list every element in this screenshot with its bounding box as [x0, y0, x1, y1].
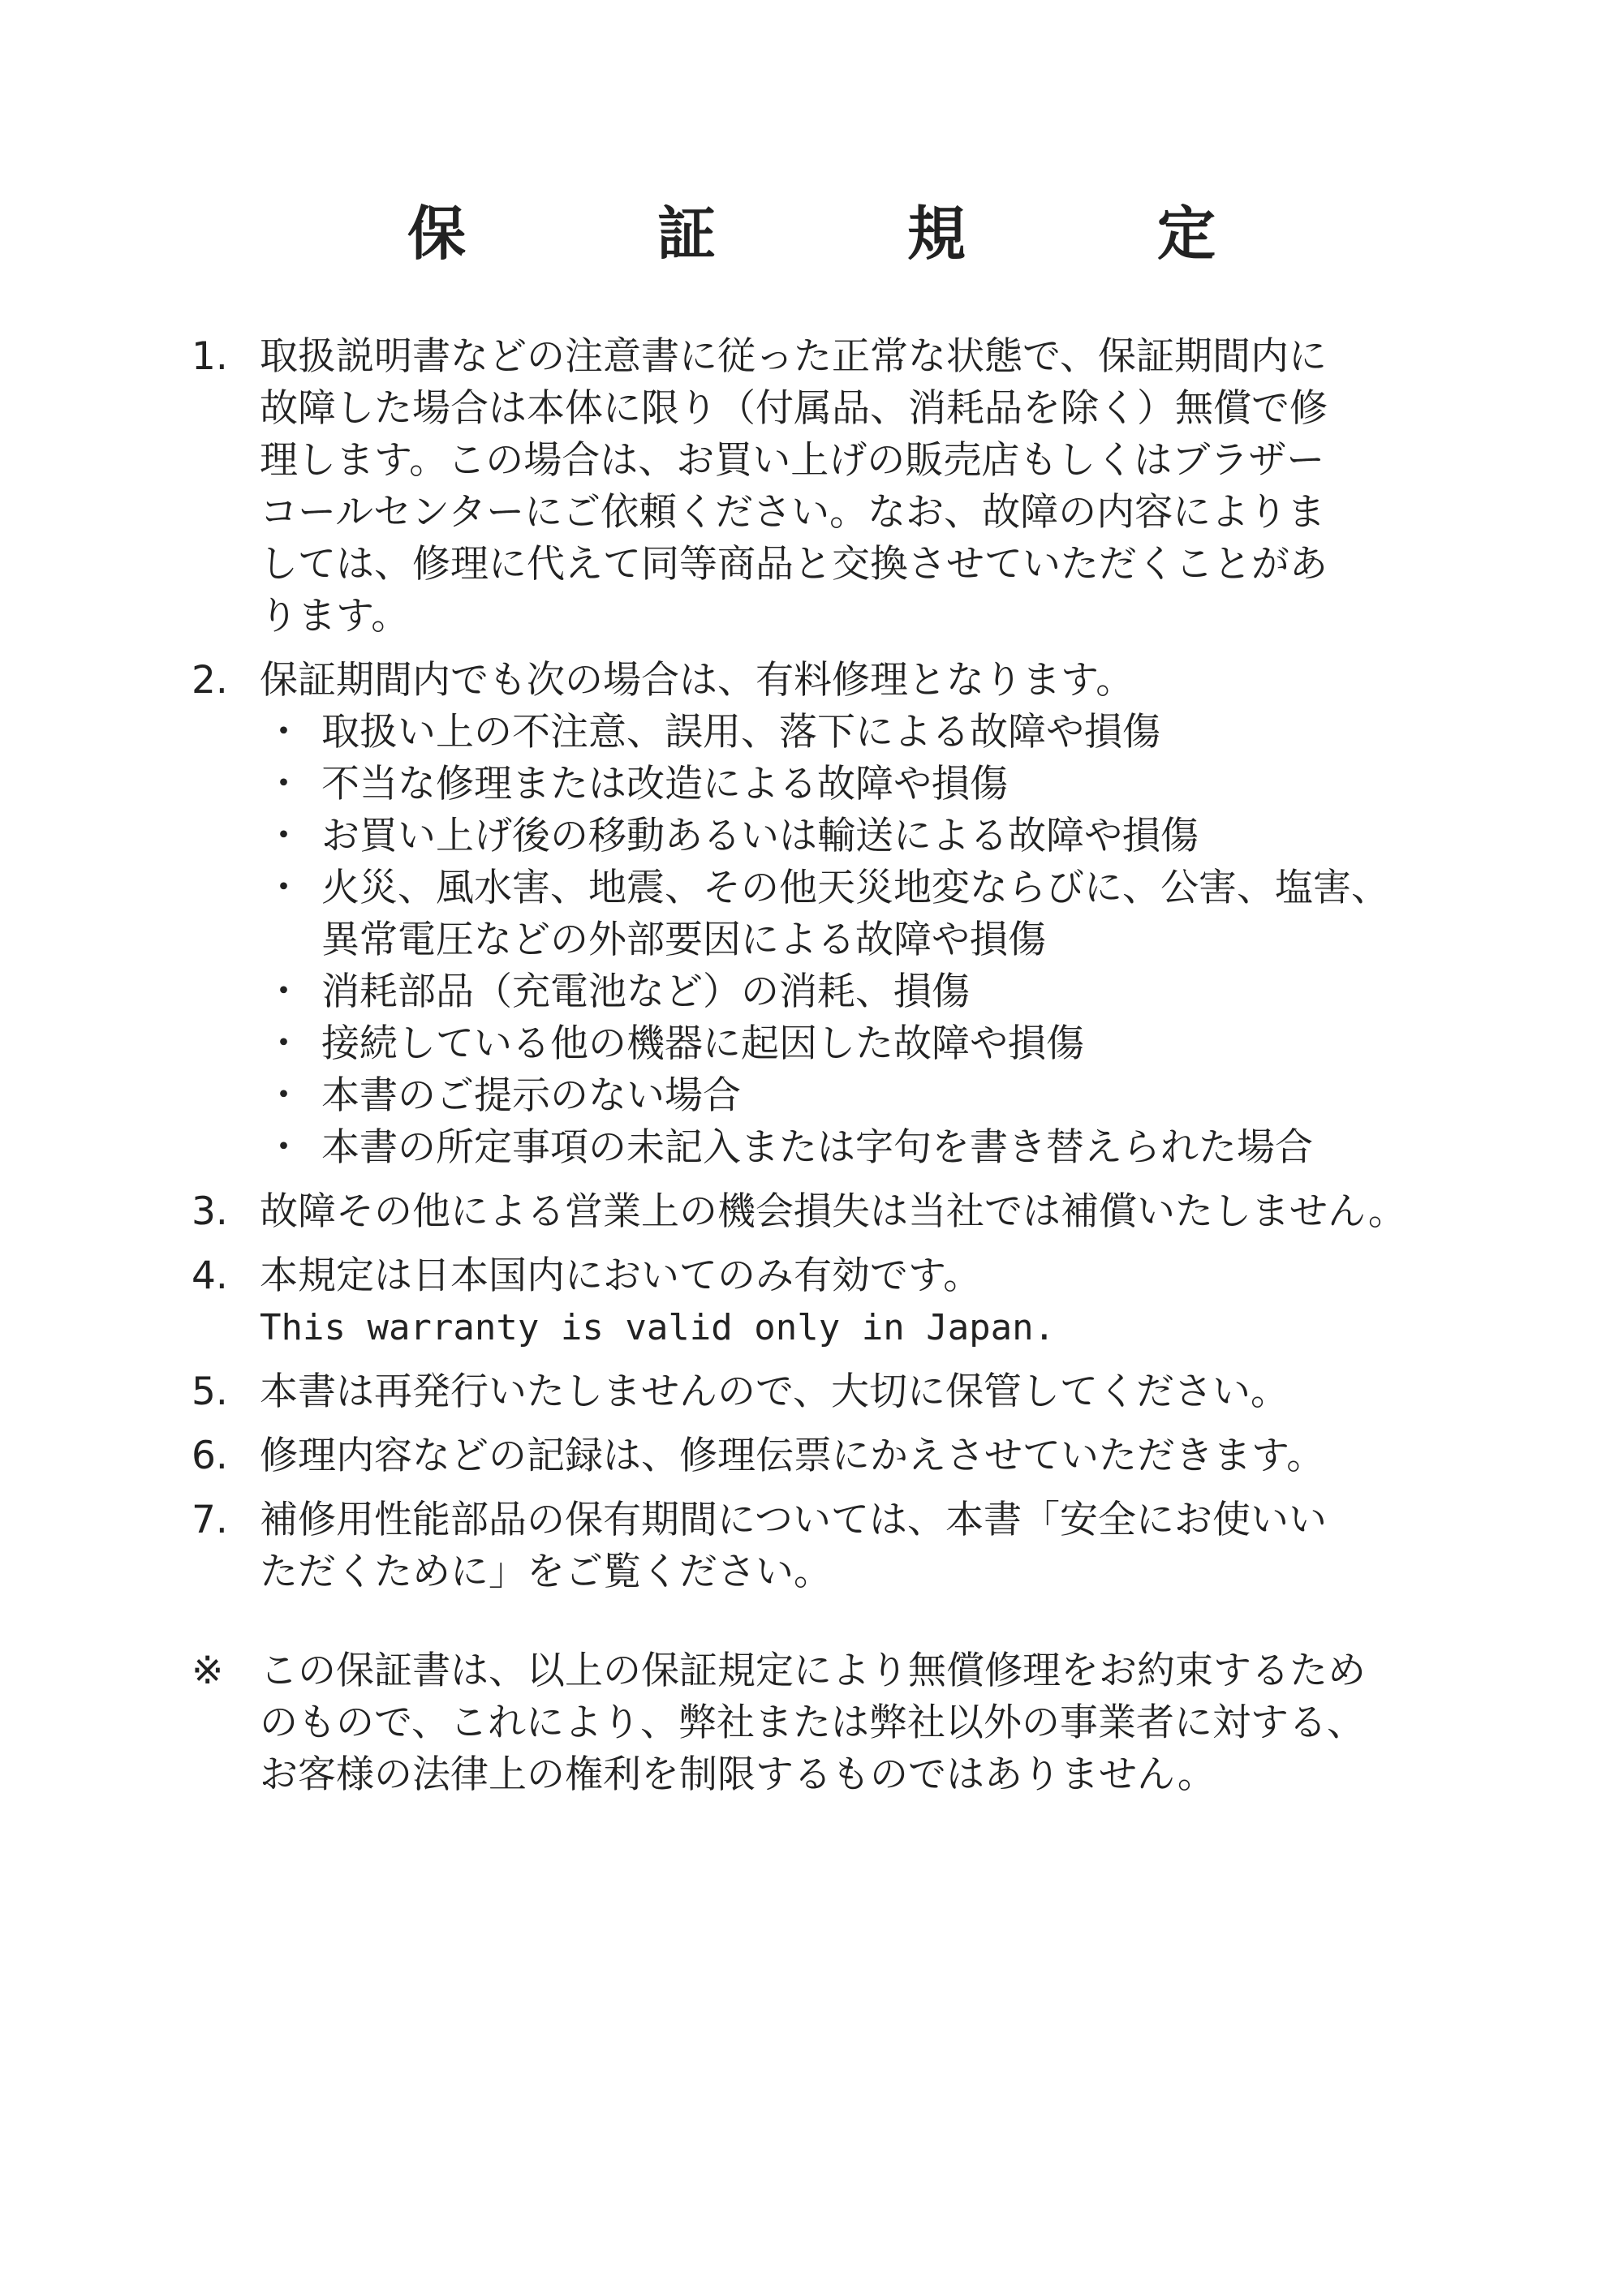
- term-line: 修理内容などの記録は、修理伝票にかえさせていただきます。: [260, 1434, 1325, 1478]
- term-item-6: [192, 1430, 1457, 1482]
- note-line: お客様の法律上の権利を制限するものではありません。: [260, 1752, 1216, 1797]
- term-item-5: [192, 1366, 1457, 1418]
- note-line: のもので、これにより、弊社または弊社以外の事業者に対する、: [260, 1701, 1366, 1745]
- exclusion-text: 取扱い上の不注意、誤用、落下による故障や損傷: [321, 710, 1160, 755]
- note-text: [260, 1645, 1457, 1801]
- term-number: 3.: [192, 1189, 228, 1234]
- exclusion-list-item: [260, 810, 1457, 862]
- exclusion-text: 異常電圧などの外部要因による故障や損傷: [321, 918, 1046, 962]
- term-line: 取扱説明書などの注意書に従った正常な状態で、保証期間内に: [260, 334, 1328, 379]
- exclusion-text: 本書のご提示のない場合: [321, 1073, 741, 1118]
- term-number: 2.: [192, 658, 228, 703]
- note-line: この保証書は、以上の保証規定により無償修理をお約束するため: [260, 1649, 1366, 1693]
- term-line: 本規定は日本国内においてのみ有効です。: [260, 1253, 982, 1298]
- exclusion-text: 接続している他の機器に起因した故障や損傷: [321, 1021, 1084, 1066]
- term-line: 補修用性能部品の保有期間については、本書「安全にお使いい: [260, 1498, 1328, 1542]
- exclusion-list-item: [260, 1122, 1457, 1174]
- bullet-marker: ・: [265, 762, 303, 806]
- term-text: [260, 1430, 1457, 1482]
- term-line: コールセンターにご依頼ください。なお、故障の内容によりま: [260, 490, 1326, 535]
- bullet-marker: ・: [265, 1125, 303, 1170]
- exclusion-list-item: [260, 1018, 1457, 1070]
- exclusion-text: 火災、風水害、地震、その他天災地変ならびに、公害、塩害、: [321, 866, 1389, 910]
- exclusion-text: 不当な修理または改造による故障や損傷: [321, 762, 1008, 806]
- term-text: [260, 331, 1457, 643]
- term-item-4: [192, 1250, 1457, 1354]
- english-notice: This warranty is valid only in Japan.: [260, 1307, 1056, 1348]
- term-line: しては、修理に代えて同等商品と交換させていただくことがあ: [260, 542, 1328, 587]
- bullet-marker: ・: [265, 1021, 303, 1066]
- exclusion-list-item: [260, 966, 1457, 1018]
- term-text: [260, 1250, 1457, 1354]
- term-line: ただくために」をご覧ください。: [260, 1550, 832, 1594]
- term-text: [260, 1186, 1457, 1238]
- bullet-marker: ・: [265, 970, 303, 1014]
- exclusion-list-item: [260, 862, 1457, 966]
- bullet-marker: ・: [265, 814, 303, 858]
- term-line: ります。: [260, 594, 410, 638]
- term-number: 6.: [192, 1434, 228, 1478]
- bullet-marker: ・: [265, 1073, 303, 1118]
- disclaimer-note: [192, 1645, 1457, 1801]
- term-line: 保証期間内でも次の場合は、有料修理となります。: [260, 658, 1134, 703]
- term-item-2: [192, 655, 1457, 1174]
- term-item-7: [192, 1494, 1457, 1598]
- term-line: 故障その他による営業上の機会損失は当社では補償いたしません。: [260, 1189, 1406, 1234]
- warranty-terms: [192, 331, 1457, 1813]
- exclusion-list-item: [260, 1070, 1457, 1122]
- exclusion-text: お買い上げ後の移動あるいは輸送による故障や損傷: [321, 814, 1199, 858]
- term-number: 4.: [192, 1253, 228, 1298]
- bullet-marker: ・: [265, 866, 303, 910]
- exclusion-text: 消耗部品（充電池など）の消耗、損傷: [321, 970, 970, 1014]
- term-number: 7.: [192, 1498, 228, 1542]
- term-number: 5.: [192, 1369, 228, 1414]
- term-text: [260, 655, 1457, 1174]
- note-mark: ※: [192, 1649, 224, 1693]
- term-item-1: [192, 331, 1457, 643]
- page-title: 保 証 規 定: [407, 200, 1282, 268]
- exclusion-list-item: [260, 759, 1457, 810]
- bullet-marker: ・: [265, 710, 303, 755]
- term-item-3: [192, 1186, 1457, 1238]
- term-number: 1.: [192, 334, 228, 379]
- term-text: [260, 1366, 1457, 1418]
- term-line: 理します。この場合は、お買い上げの販売店もしくはブラザー: [260, 438, 1325, 483]
- term-text: [260, 1494, 1457, 1598]
- exclusion-list-item: [260, 707, 1457, 759]
- term-line: 本書は再発行いたしませんので、大切に保管してください。: [260, 1369, 1289, 1414]
- term-line: 故障した場合は本体に限り（付属品、消耗品を除く）無償で修: [260, 386, 1328, 431]
- exclusion-text: 本書の所定事項の未記入または字句を書き替えられた場合: [321, 1125, 1313, 1170]
- exclusion-list: [260, 707, 1457, 1174]
